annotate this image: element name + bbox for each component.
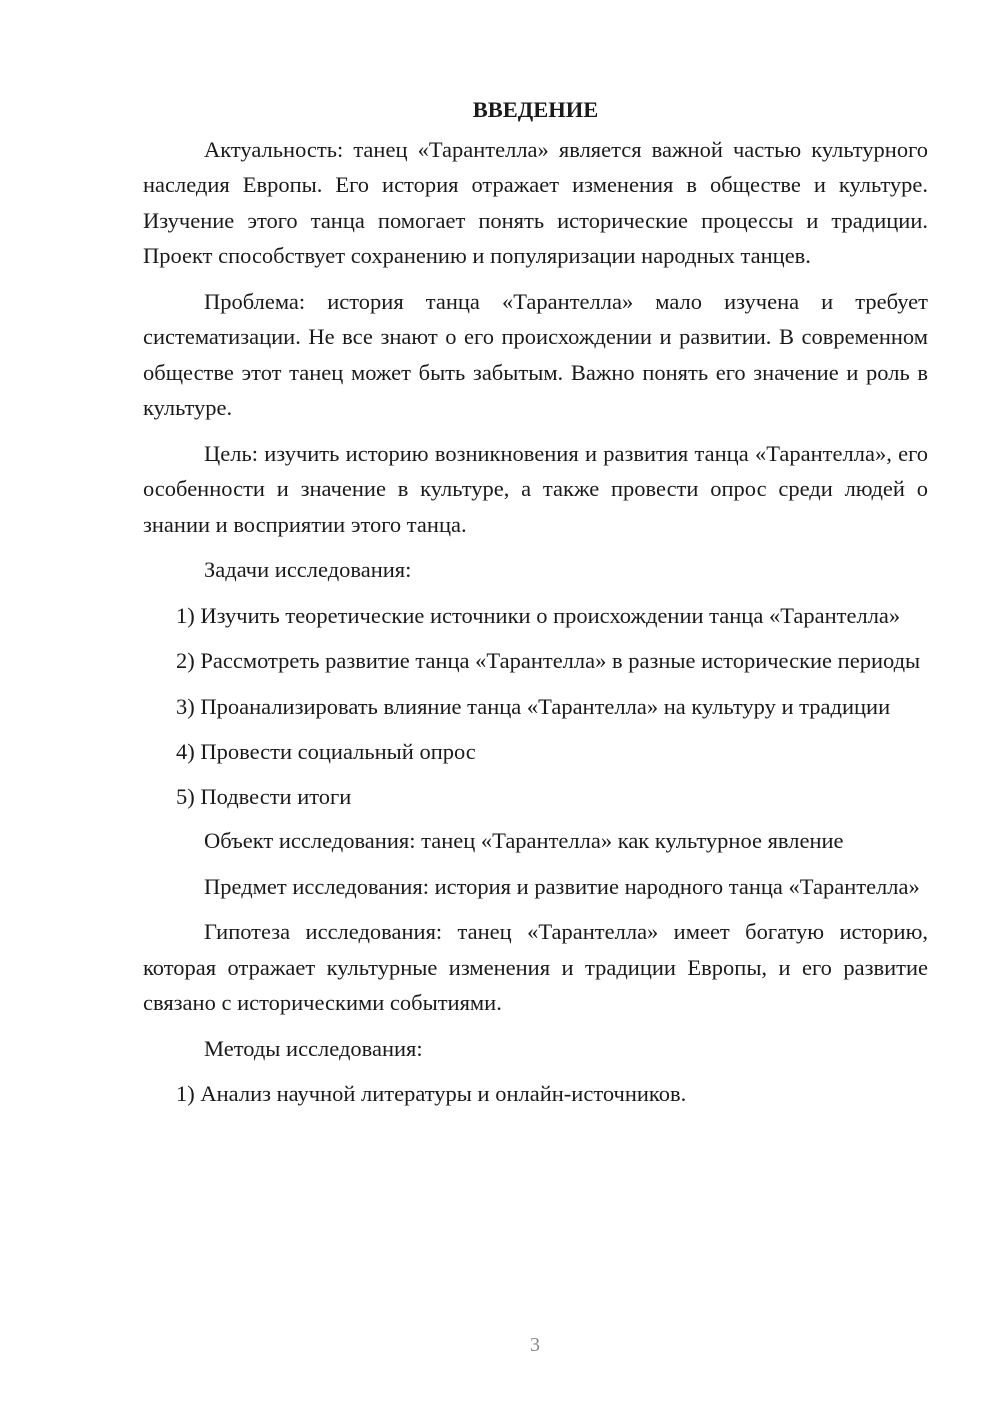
goal-paragraph: Цель: изучить историю возникновения и развития танца «Тарантелла», его особенности и значение в культуре, а также провести опрос среди людей о знании и восприятии этого танца. [143,440,928,537]
task-item: 2) Рассмотреть развитие танца «Тарантелла» в разные исторические периоды [176,648,921,673]
methods-heading: Методы исследования: [204,1035,423,1061]
tasks-list [143,598,928,815]
problem-paragraph: Проблема: история танца «Тарантелла» мало изучена и требует систематизации. Не все знают о его происхождении и развитии. В современном обществе этот танец может быть забытым. Важно понять его значение и роль в культуре. [143,288,928,420]
document-page [143,92,928,1122]
object-paragraph: Объект исследования: танец «Тарантелла» как культурное явление [204,828,844,853]
hypothesis-paragraph: Гипотеза исследования: танец «Тарантелла» имеет богатую историю, которая отражает культурные изменения и традиции Европы, и его развитие связано с историческими событиями. [143,919,928,1015]
page-number: 3 [530,1334,540,1356]
methods-list [143,1076,928,1112]
method-item: 1) Анализ научной литературы и онлайн-источников. [176,1081,687,1106]
tasks-heading: Задачи исследования: [204,557,412,582]
task-item: 3) Проанализировать влияние танца «Тарантелла» на культуру и традиции [176,693,891,719]
task-item: 5) Подвести итоги [176,783,352,809]
subject-paragraph: Предмет исследования: история и развитие народного танца «Тарантелла» [204,873,920,899]
task-item: 1) Изучить теоретические источники о происхождении танца «Тарантелла» [176,602,901,628]
relevance-paragraph: Актуальность: танец «Тарантелла» является важной частью культурного наследия Европы. Его история отражает изменения в обществе и культуре. Изучение этого танца помогает понять исторические процессы и традиции. Проект способствует сохранению и популяризации народных танцев. [143,136,928,268]
page-title: ВВЕДЕНИЕ [472,97,599,122]
task-item: 4) Провести социальный опрос [176,739,476,764]
